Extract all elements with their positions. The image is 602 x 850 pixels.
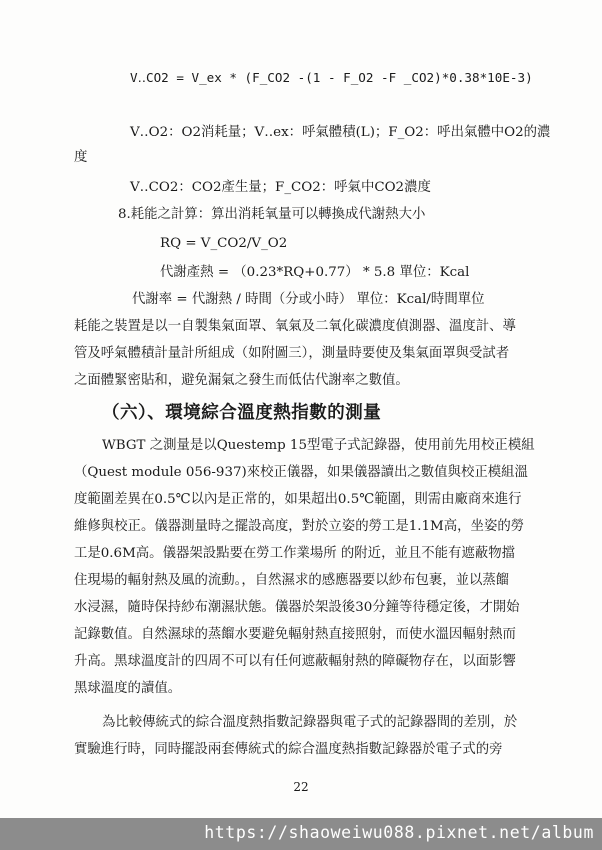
item-8-title: 8.耗能之計算：算出消耗氧量可以轉換成代謝熱大小 xyxy=(118,207,426,222)
formula-vco2: V‥CO2 = V_ex * (F_CO2 -(1 - F_O2 -F _CO2)*0.38*10E-3) xyxy=(130,70,533,85)
paragraph-line: 度範圍差異在0.5℃以內是正常的，如果超出0.5℃範圍，則需由廠商來進行 xyxy=(74,492,522,507)
paragraph-line: WBGT 之測量是以Questemp 15型電子式記錄器，使用前先用校正模組 xyxy=(102,438,535,453)
watermark-url: https://shaoweiwu088.pixnet.net/album xyxy=(204,823,594,842)
paragraph-line: 住現場的輻射熱及風的流動。，自然濕求的感應器要以紗布包裹，並以蒸餾 xyxy=(74,573,510,588)
rq-formula: RQ = V_CO2/V_O2 xyxy=(160,236,288,251)
definition-vco2: V‥CO2：CO2產生量；F_CO2：呼氣中CO2濃度 xyxy=(130,180,431,195)
section-heading: （六）、環境綜合溫度熱指數的測量 xyxy=(102,403,382,423)
paragraph-line: 為比較傳統式的綜合溫度熱指數記錄器與電子式的記錄器間的差別，於 xyxy=(102,715,518,730)
paragraph-line: （Quest module 056-937)來校正儀器，如果儀器讀出之數值與校正模組溫 xyxy=(74,465,528,480)
paragraph-line: 升高。黑球溫度計的四周不可以有任何遮蔽輻射熱的障礙物存在，以面影響 xyxy=(74,654,516,669)
metabolic-rate-formula: 代謝率 = 代謝熱 / 時間（分或小時） 單位：Kcal/時間單位 xyxy=(132,292,485,307)
metabolic-heat-formula: 代謝產熱 = （0.23*RQ+0.77） * 5.8 單位：Kcal xyxy=(160,265,470,280)
paragraph-line: 之面體緊密貼和，避免漏氣之發生而低估代謝率之數值。 xyxy=(74,373,409,388)
watermark-bar xyxy=(0,818,602,850)
paragraph-line: 管及呼氣體積計量計所組成（如附圖三），測量時要使及集氣面罩與受試者 xyxy=(74,346,510,361)
paragraph-line: 耗能之裝置是以一自製集氣面罩、氧氣及二氧化碳濃度偵測器、溫度計、導 xyxy=(74,319,516,334)
paragraph-line: 黑球溫度的讀值。 xyxy=(74,681,182,696)
paragraph-line: 實驗進行時，同時擺設兩套傳統式的綜合溫度熱指數記錄器於電子式的旁 xyxy=(74,742,503,757)
definition-vo2: V‥O2：O2消耗量；V‥ex：呼氣體積(L)；F_O2：呼出氣體中O2的濃 xyxy=(130,125,551,140)
paragraph-line: 維修與校正。儀器測量時之擺設高度，對於立姿的勞工是1.1M高，坐姿的勞 xyxy=(74,519,525,534)
paragraph-line: 記錄數值。自然濕球的蒸餾水要避免輻射熱直接照射，而使水溫因輻射熱而 xyxy=(74,627,516,642)
paragraph-line: 工是0.6M高。儀器架設點要在勞工作業場所 的附近，並且不能有遮蔽物擋 xyxy=(74,546,515,561)
paragraph-line: 水浸濕，隨時保持紗布潮濕狀態。儀器於架設後30分鐘等待穩定後，才開始 xyxy=(74,600,520,615)
definition-vo2-continued: 度 xyxy=(74,150,88,165)
page-number: 22 xyxy=(293,780,309,794)
